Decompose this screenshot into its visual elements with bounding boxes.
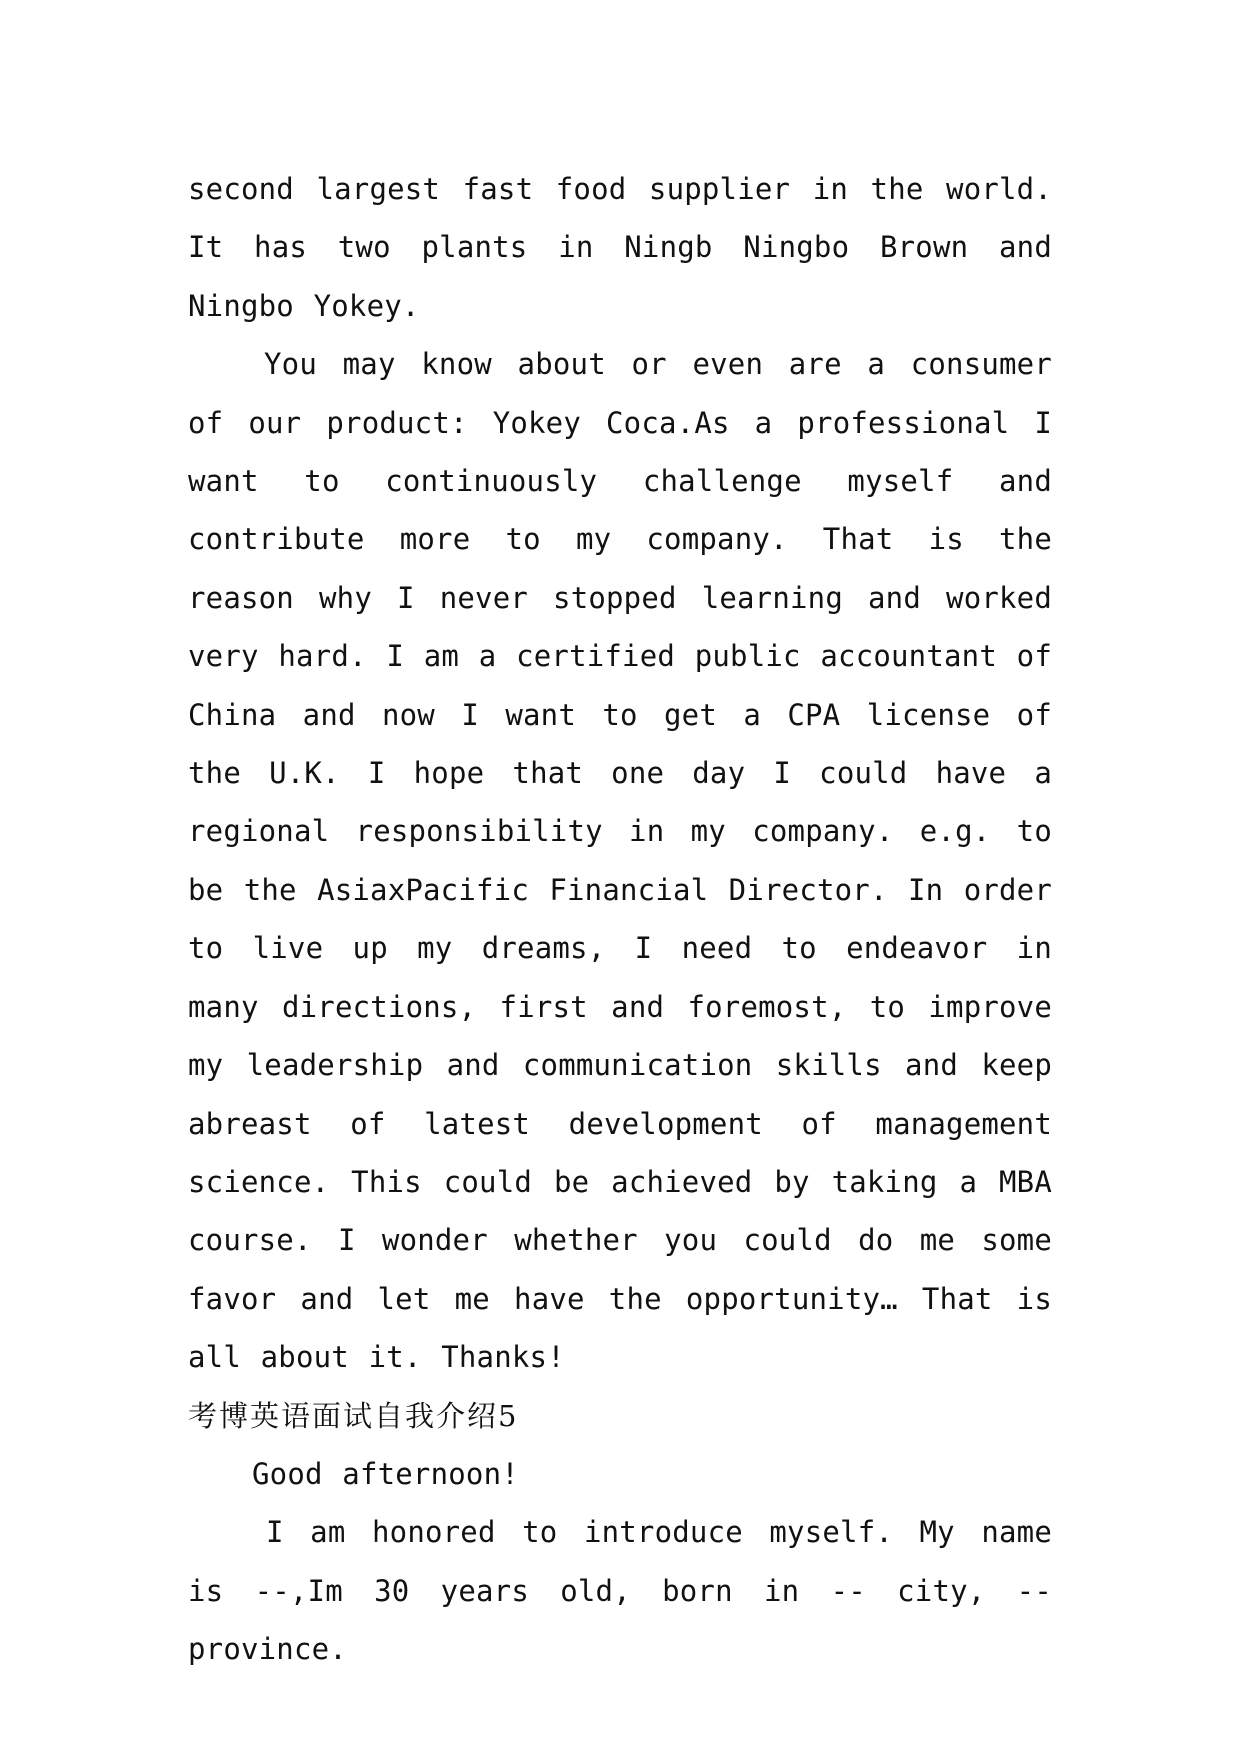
paragraph-career-goals: You may know about or even are a consumer of our product: Yokey Coca.As a professional I want to continuously challenge myself and contribute more to my company. That is the reason why I never stopped learning and worked very hard. I am a certified public accountant of China and now I want to get a CPA license of the U.K. I hope that one day I could have a regional responsibility in my company. e.g. to be the AsiaxPacific Financial Director. In order to live up my dreams, I need to endeavor in many directions, first and foremost, to improve my leadership and communication skills and keep abreast of latest development of management science. This could be achieved by taking a MBA course. I wonder whether you could do me some favor and let me have the opportunity… That is all about it. Thanks!	[188, 347, 1052, 1375]
paragraph-continuation: second largest fast food supplier in the world. It has two plants in Ningb Ningbo Brown and Ningbo Yokey.	[188, 172, 1052, 323]
document-body	[188, 160, 1052, 1679]
paragraph-introduction: I am honored to introduce myself. My name is --,Im 30 years old, born in -- city, -- province.	[188, 1515, 1052, 1667]
greeting-line: Good afternoon!	[252, 1456, 519, 1491]
section-heading: 考博英语面试自我介绍5	[188, 1398, 519, 1433]
